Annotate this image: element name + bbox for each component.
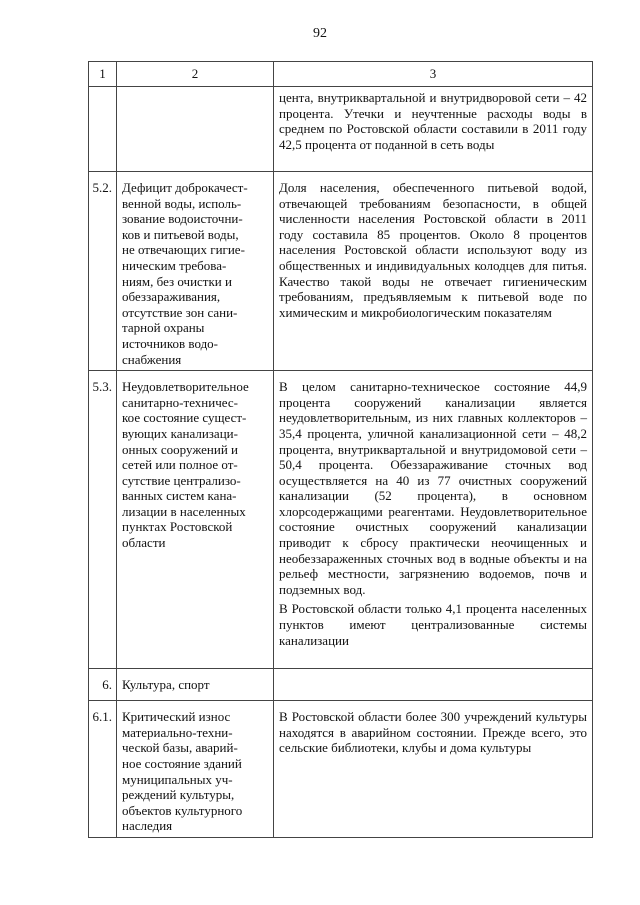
table-row-5-3 (89, 371, 593, 669)
table-row-continuation (89, 87, 593, 172)
row-number: 5.2. (89, 172, 117, 371)
description-paragraph: В целом санитарно-техническое состояние 44,9 процента сооружений канализации является неудовлетворительным, из них главных коллекторов – 35,4 процента, уличной канализационной сети – 48,2 процента, внутриквартальной и внутридомовой сети – 50,4 процента. Обеззараживание сточных вод осуществляется на 40 из 77 очистных сооружений канализации (52 процента), в основном хлорсодержащими реагентами. Неудовлетворительное состояние очистных сооружений канализации приводит к сбросу практически неочищенных и необеззараженных сточных вод в водные объекты и на рельеф местности, загрязнению водоемов, почв и подземных вод. (279, 379, 587, 597)
description-paragraph: В Ростовской области только 4,1 процента населенных пунктов имеют централизованные системы канализации (279, 601, 587, 648)
row-problem: Критический износ материально-техни- ческой базы, аварий- ное состояние зданий муниципальных уч- реждений культуры, объектов культурного наследия (117, 701, 274, 838)
table-row-6-1 (89, 701, 593, 838)
problems-table (88, 61, 593, 838)
row-description (274, 87, 593, 172)
row-number: 6. (89, 669, 117, 701)
row-description (274, 669, 593, 701)
header-col-2: 2 (117, 62, 274, 87)
row-description (274, 172, 593, 371)
row-description (274, 371, 593, 669)
row-problem: Неудовлетворительное санитарно-техничес- кое состояние сущест- вующих канализаци- онных сооружений и сетей или полное от- сутствие централизо- ванных систем кана- лизации в населенных пунктах Ростовской области (117, 371, 274, 669)
table-header-row (89, 62, 593, 87)
row-problem: Дефицит доброкачест- венной воды, исполь- зование водоисточни- ков и питьевой воды, не отвечающих гигие- ническим требова- ниям, без очистки и обеззараживания, отсутствие зон сани- тарной охраны источников водо- снабжения (117, 172, 274, 371)
description-paragraph: В Ростовской области более 300 учреждений культуры находятся в аварийном состоянии. Прежде всего, это сельские библиотеки, клубы и дома культуры (279, 709, 587, 756)
row-number: 5.3. (89, 371, 117, 669)
header-col-1: 1 (89, 62, 117, 87)
table-row-5-2 (89, 172, 593, 371)
table-row-6 (89, 669, 593, 701)
header-col-3: 3 (274, 62, 593, 87)
row-number: 6.1. (89, 701, 117, 838)
page-number: 92 (313, 26, 327, 41)
row-description (274, 701, 593, 838)
row-problem: Культура, спорт (117, 669, 274, 701)
row-number (89, 87, 117, 172)
description-paragraph: цента, внутриквартальной и внутридворовой сети – 42 процента. Утечки и неучтенные расходы воды в среднем по Ростовской области составили в 2011 году 42,5 процента от поданной в сеть воды (279, 90, 587, 152)
row-problem (117, 87, 274, 172)
description-paragraph: Доля населения, обеспеченного питьевой водой, отвечающей требованиям безопасности, в общей численности населения Ростовской области в 2011 году составила 85 процентов. Около 8 процентов населения Ростовской области используют воду из общественных и индивидуальных колодцев для питья. Качество такой воды не отвечает гигиеническим требованиям, предъявляемым к питьевой воде по химическим и микробиологическим показателям (279, 180, 587, 320)
